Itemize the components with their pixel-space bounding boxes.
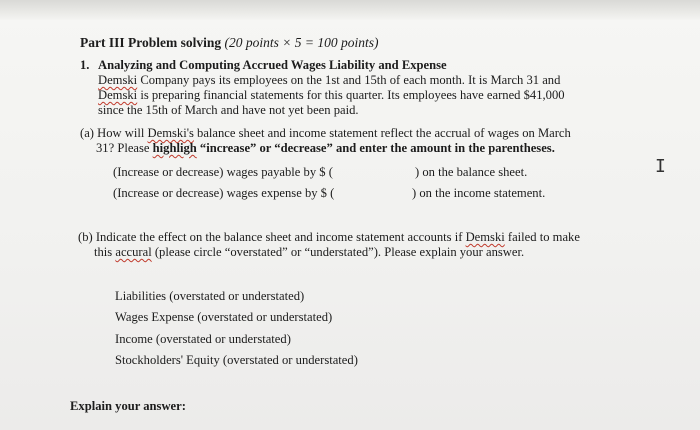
part-a-text: balance sheet and income statement reflect the accrual of wages on March <box>193 126 571 140</box>
scenario-text: is preparing financial statements for this quarter. Its employees have earned $41,000 <box>137 88 565 102</box>
part-a-text: (a) How will <box>80 126 148 140</box>
company-name: Demski <box>98 73 138 87</box>
scenario-line-2 <box>98 88 565 103</box>
list-item-income: Income (overstated or understated) <box>115 332 291 346</box>
scenario-text: Company pays its employees on the 1st and 15th of each month. It is March 31 and <box>137 73 561 87</box>
wages-payable-prompt: (Increase or decrease) wages payable by $ ( <box>113 165 333 179</box>
misspelled-word: highligh <box>152 141 197 155</box>
misspelled-word: accural <box>115 245 152 259</box>
list-item-liabilities: Liabilities (overstated or understated) <box>115 289 305 303</box>
section-title: Part III Problem solving <box>80 35 222 50</box>
part-b-text: (please circle “overstated” or “understated”). Please explain your answer. <box>151 245 525 259</box>
part-a-instruction: “increase” or “decrease” and enter the amount in the parentheses. <box>196 141 555 155</box>
explain-answer-label: Explain your answer: <box>70 399 186 413</box>
list-item-stockholders-equity: Stockholders' Equity (overstated or understated) <box>115 353 358 367</box>
points-note: (20 points × 5 = 100 points) <box>224 35 379 50</box>
part-a-line-2 <box>96 141 555 156</box>
list-item-wages-expense: Wages Expense (overstated or understated) <box>115 310 333 324</box>
wages-expense-prompt: (Increase or decrease) wages expense by $ ( <box>113 186 335 200</box>
part-b-text: this <box>94 245 116 259</box>
income-statement-suffix: ) on the income statement. <box>412 186 546 200</box>
balance-sheet-suffix: ) on the balance sheet. <box>415 165 528 179</box>
question-number: 1. <box>80 58 90 72</box>
scenario-line-3: since the 15th of March and have not yet been paid. <box>98 103 359 117</box>
part-b-line-1 <box>78 230 580 245</box>
part-b-text: failed to make <box>504 230 580 244</box>
text-cursor-icon: I <box>655 156 666 177</box>
section-header <box>80 35 378 50</box>
part-a-text: 31? Please <box>96 141 153 155</box>
part-b-line-2 <box>94 245 524 260</box>
company-name: Demski <box>98 88 138 102</box>
scenario-line-1 <box>98 73 560 88</box>
top-shadow-band <box>0 0 700 20</box>
part-b-text: (b) Indicate the effect on the balance sheet and income statement accounts if <box>78 230 466 244</box>
company-name-possessive: Demski's <box>147 126 194 140</box>
company-name: Demski <box>465 230 505 244</box>
question-title: Analyzing and Computing Accrued Wages Liability and Expense <box>98 58 447 72</box>
part-a-line-1 <box>80 126 571 141</box>
